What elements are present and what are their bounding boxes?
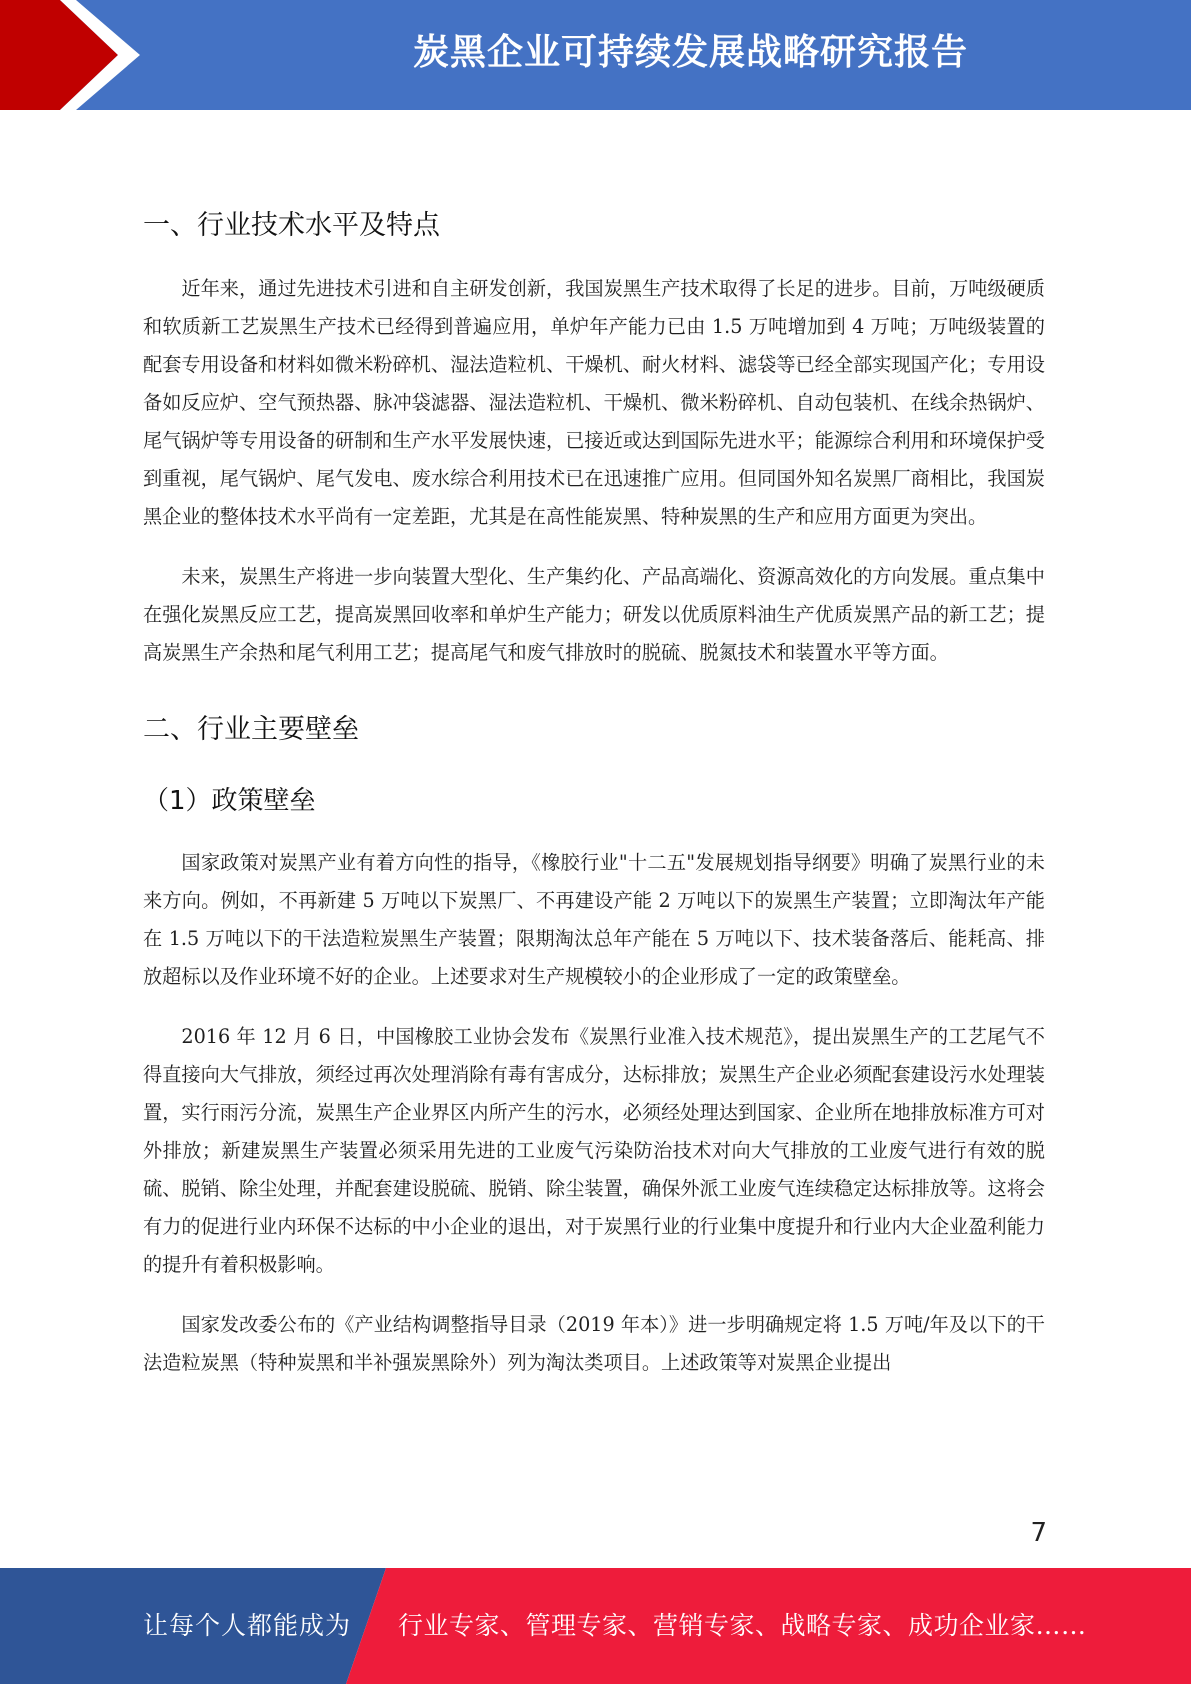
paragraph: 2016 年 12 月 6 日，中国橡胶工业协会发布《炭黑行业准入技术规范》，提出炭黑生产的工艺尾气不得直接向大气排放，须经过再次处理消除有毒有害成分，达标排放；炭黑生产企业必须配套建设污水处理装置，实行雨污分流，炭黑生产企业界区内所产生的污水，必须经处理达到国家、企业所在地排放标准方可对外排放；新建炭黑生产装置必须采用先进的工业废气污染防治技术对向大气排放的工业废气进行有效的脱硫、脱销、除尘处理，并配套建设脱硫、脱销、除尘装置，确保外派工业废气连续稳定达标排放等。这将会有力的促进行业内环保不达标的中小企业的退出，对于炭黑行业的行业集中度提升和行业内大企业盈利能力的提升有着积极影响。 xyxy=(143,1025,1045,1276)
subsection-heading-policy: （1）政策壁垒 xyxy=(143,786,316,816)
paragraph: 国家政策对炭黑产业有着方向性的指导，《橡胶行业"十二五"发展规划指导纲要》明确了炭黑行业的未来方向。例如，不再新建 5 万吨以下炭黑厂、不再建设产能 2 万吨以下的炭黑生产装置；立即淘汰年产能在 1.5 万吨以下的干法造粒炭黑生产装置；限期淘汰总年产能在 5 万吨以下、技术装备落后、能耗高、排放超标以及作业环境不好的企业。上述要求对生产规模较小的企业形成了一定的政策壁垒。 xyxy=(143,851,1045,988)
report-footer xyxy=(0,1568,1191,1684)
header-arrow-icon xyxy=(0,0,160,110)
report-header xyxy=(0,0,1191,110)
paragraph: 近年来，通过先进技术引进和自主研发创新，我国炭黑生产技术取得了长足的进步。目前，万吨级硬质和软质新工艺炭黑生产技术已经得到普遍应用，单炉年产能力已由 1.5 万吨增加到 4 万吨；万吨级装置的配套专用设备和材料如微米粉碎机、湿法造粒机、干燥机、耐火材料、滤袋等已经全部实现国产化；专用设备如反应炉、空气预热器、脉冲袋滤器、湿法造粒机、干燥机、微米粉碎机、自动包装机、在线余热锅炉、尾气锅炉等专用设备的研制和生产水平发展快速，已接近或达到国际先进水平；能源综合利用和环境保护受到重视，尾气锅炉、尾气发电、废水综合利用技术已在迅速推广应用。但同国外知名炭黑厂商相比，我国炭黑企业的整体技术水平尚有一定差距，尤其是在高性能炭黑、特种炭黑的生产和应用方面更为突出。 xyxy=(143,277,1045,528)
page-number: 7 xyxy=(1030,1518,1047,1548)
footer-slogan-right: 行业专家、管理专家、营销专家、战略专家、成功企业家…… xyxy=(398,1611,1087,1640)
paragraph: 未来，炭黑生产将进一步向装置大型化、生产集约化、产品高端化、资源高效化的方向发展。重点集中在强化炭黑反应工艺，提高炭黑回收率和单炉生产能力；研发以优质原料油生产优质炭黑产品的新工艺；提高炭黑生产余热和尾气利用工艺；提高尾气和废气排放时的脱硫、脱氮技术和装置水平等方面。 xyxy=(143,565,1045,664)
report-title: 炭黑企业可持续发展战略研究报告 xyxy=(412,32,968,73)
paragraph: 国家发改委公布的《产业结构调整指导目录（2019 年本）》进一步明确规定将 1.5 万吨/年及以下的干法造粒炭黑（特种炭黑和半补强炭黑除外）列为淘汰类项目。上述政策等对炭黑企业提出 xyxy=(143,1313,1045,1374)
footer-slogan-left: 让每个人都能成为 xyxy=(143,1611,352,1640)
section-heading-barriers: 二、行业主要壁垒 xyxy=(143,714,359,745)
page-content xyxy=(143,190,1045,1404)
section-heading-tech-level: 一、行业技术水平及特点 xyxy=(143,210,440,241)
